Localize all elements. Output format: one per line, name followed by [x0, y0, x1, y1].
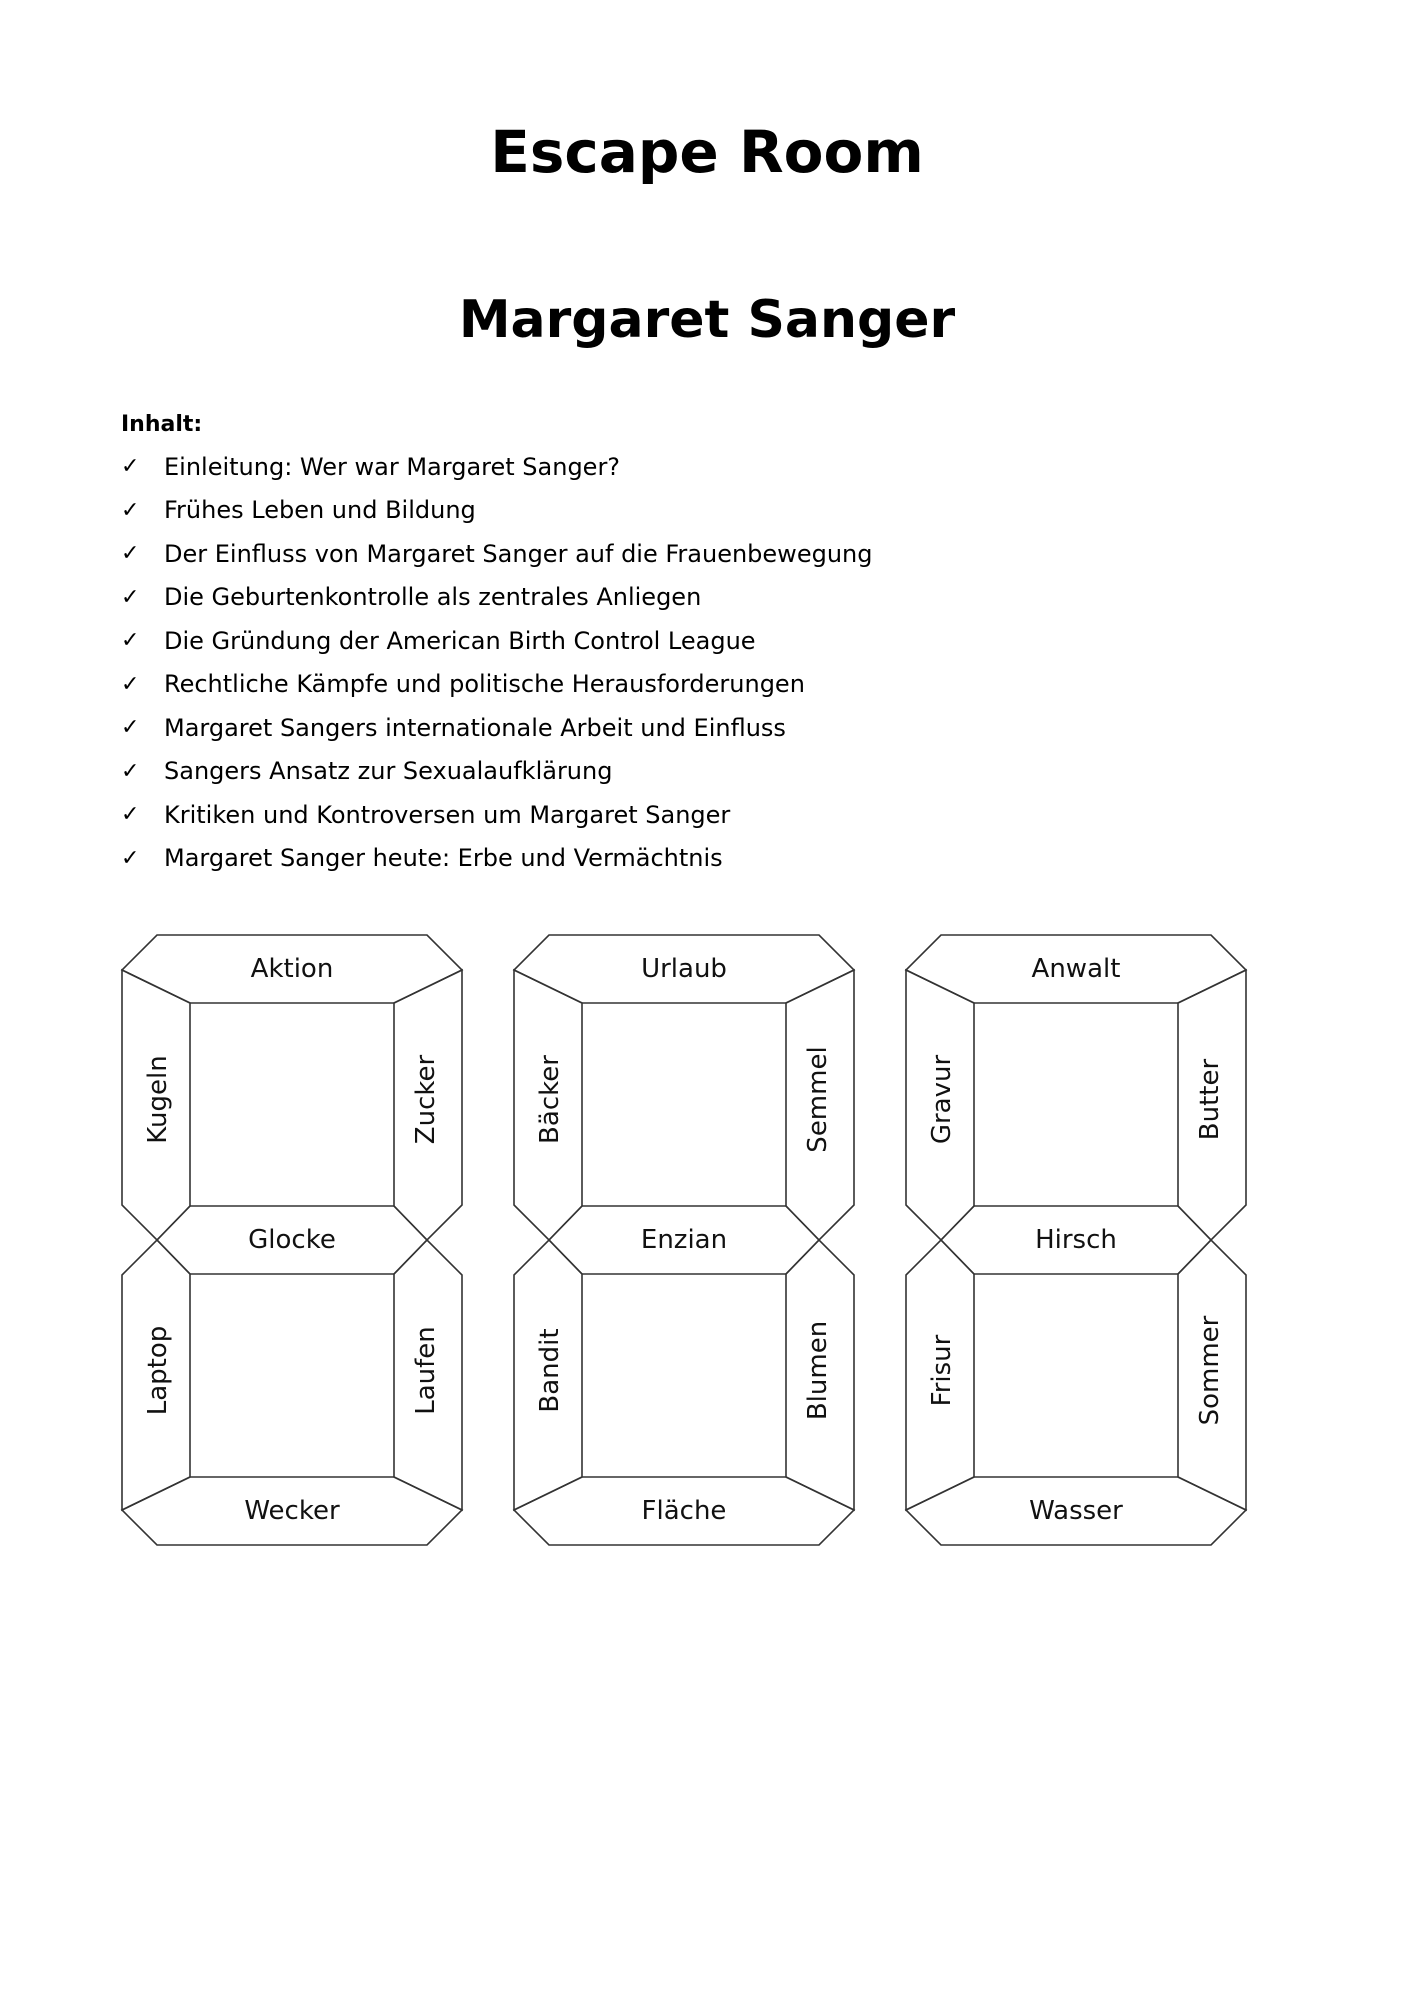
check-icon: ✓ — [121, 497, 140, 523]
toc-item-label: Margaret Sangers internationale Arbeit und Einfluss — [164, 713, 786, 742]
segment-bottom-label: Fläche — [641, 1496, 727, 1526]
segment-upper-right — [1178, 970, 1246, 1240]
toc-item-label: Margaret Sanger heute: Erbe und Vermächtnis — [164, 844, 723, 873]
segment-lower-right — [786, 1240, 854, 1510]
page-subtitle: Margaret Sanger — [458, 290, 956, 350]
check-icon: ✓ — [121, 541, 140, 567]
segment-middle — [157, 1206, 427, 1274]
toc-item-label: Der Einfluss von Margaret Sanger auf die Frauenbewegung — [164, 539, 873, 568]
page-title: Escape Room — [490, 118, 924, 186]
check-icon: ✓ — [121, 715, 140, 741]
segment-top — [122, 935, 462, 1003]
toc-heading: Inhalt: — [121, 412, 203, 437]
segment-lower-right — [1178, 1240, 1246, 1510]
segment-bottom — [122, 1477, 462, 1545]
check-icon: ✓ — [121, 671, 140, 697]
toc-item-label: Frühes Leben und Bildung — [164, 496, 476, 525]
check-icon: ✓ — [121, 628, 140, 654]
segment-upper-right — [394, 970, 462, 1240]
segment-upper-right-label: Zucker — [411, 1054, 441, 1145]
segment-top-label: Urlaub — [641, 954, 727, 984]
toc-item-label: Rechtliche Kämpfe und politische Herausforderungen — [164, 670, 805, 699]
segment-lower-left — [122, 1240, 190, 1510]
segment-lower-right — [394, 1240, 462, 1510]
segment-middle-label: Hirsch — [1035, 1225, 1117, 1255]
check-icon: ✓ — [121, 845, 140, 871]
toc-item-label: Die Gründung der American Birth Control League — [164, 626, 756, 655]
toc-item-label: Kritiken und Kontroversen um Margaret Sanger — [164, 800, 731, 829]
segment-lower-left-label: Laptop — [143, 1325, 173, 1416]
check-icon: ✓ — [121, 802, 140, 828]
toc-item-label: Die Geburtenkontrolle als zentrales Anliegen — [164, 583, 702, 612]
segment-top-label: Aktion — [250, 954, 334, 984]
segment-lower-left — [906, 1240, 974, 1510]
check-icon: ✓ — [121, 454, 140, 480]
check-icon: ✓ — [121, 584, 140, 610]
segment-middle — [941, 1206, 1211, 1274]
segment-lower-right-label: Laufen — [411, 1326, 441, 1415]
segment-middle-label: Glocke — [248, 1225, 336, 1255]
segment-upper-left-label: Bäcker — [535, 1055, 565, 1144]
segment-upper-left-label: Gravur — [927, 1054, 957, 1145]
segment-top — [514, 935, 854, 1003]
segment-lower-left-label: Frisur — [927, 1334, 957, 1407]
segment-lower-left-label: Bandit — [535, 1328, 565, 1413]
segment-upper-left — [906, 970, 974, 1240]
segment-bottom — [514, 1477, 854, 1545]
segment-upper-left — [514, 970, 582, 1240]
segment-top — [906, 935, 1246, 1003]
segment-bottom-label: Wecker — [244, 1496, 340, 1526]
segment-upper-right-label: Semmel — [803, 1046, 833, 1153]
toc-item-label: Einleitung: Wer war Margaret Sanger? — [164, 452, 621, 481]
segment-bottom — [906, 1477, 1246, 1545]
segment-top-label: Anwalt — [1031, 954, 1121, 984]
segment-bottom-label: Wasser — [1029, 1496, 1123, 1526]
segment-upper-right-label: Butter — [1195, 1058, 1225, 1141]
segment-upper-right — [786, 970, 854, 1240]
segment-lower-right-label: Sommer — [1195, 1315, 1225, 1426]
toc-item-label: Sangers Ansatz zur Sexualaufklärung — [164, 757, 613, 786]
segment-lower-right-label: Blumen — [803, 1320, 833, 1421]
segment-lower-left — [514, 1240, 582, 1510]
check-icon: ✓ — [121, 758, 140, 784]
segment-upper-left — [122, 970, 190, 1240]
segment-upper-left-label: Kugeln — [143, 1055, 173, 1144]
segment-middle-label: Enzian — [640, 1225, 728, 1255]
segment-middle — [549, 1206, 819, 1274]
